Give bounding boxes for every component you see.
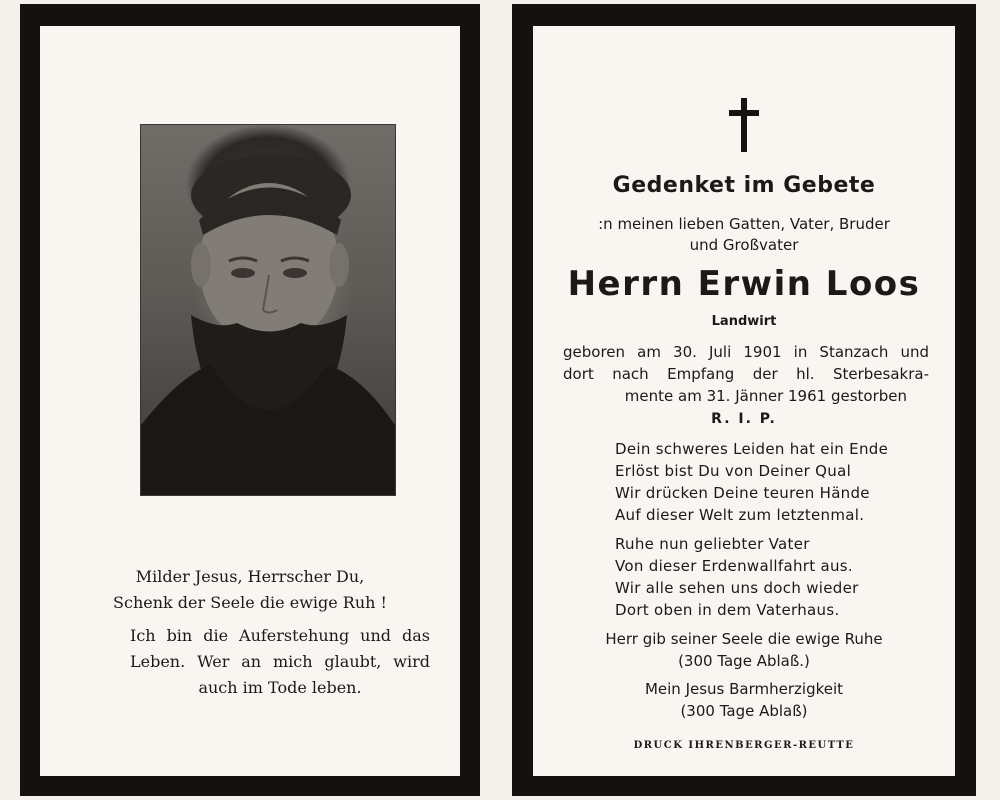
portrait-photo: [140, 124, 396, 496]
rip-text: R. I. P.: [711, 411, 777, 427]
verse-line: Schenk der Seele die ewige Ruh !: [113, 593, 387, 612]
left-verse-bottom: [130, 623, 430, 701]
occupation: Landwirt: [711, 314, 777, 329]
prayer-text: [533, 628, 955, 672]
poem-line: Auf dieser Welt zum letztenmal.: [615, 506, 865, 524]
verse-line: Leben. Wer an mich glaubt, wird: [130, 652, 430, 671]
right-card: [533, 26, 955, 776]
left-card-border: [20, 4, 480, 796]
prayer-line: (300 Tage Ablaß.): [678, 652, 810, 670]
intro-text: [533, 214, 955, 256]
poem-line: Dein schweres Leiden hat ein Ende: [615, 440, 889, 458]
left-card: [40, 26, 460, 776]
verse-line: Milder Jesus, Herrscher Du,: [135, 567, 365, 586]
life-line: mente am 31. Jänner 1961 gestorben: [624, 387, 907, 405]
portrait-illustration: [141, 125, 395, 495]
mercy-line: Mein Jesus Barmherzigkeit: [644, 680, 844, 698]
poem-line: Ruhe nun geliebter Vater: [615, 535, 810, 553]
poem-line: Wir drücken Deine teuren Hände: [615, 484, 870, 502]
intro-line: :n meinen lieben Gatten, Vater, Bruder: [598, 215, 890, 233]
poem-line: Von dieser Erdenwallfahrt aus.: [615, 557, 853, 575]
verse-line: Ich bin die Auferstehung und das: [130, 626, 430, 645]
mercy-text: [533, 678, 955, 722]
mercy-line: (300 Tage Ablaß): [680, 702, 808, 720]
deceased-name: Herrn Erwin Loos: [567, 264, 921, 304]
verse-line: auch im Tode leben.: [198, 678, 362, 697]
printer-credit: DRUCK IHRENBERGER-REUTTE: [633, 740, 855, 751]
poem-line: Erlöst bist Du von Deiner Qual: [615, 462, 852, 480]
intro-line: und Großvater: [689, 236, 799, 254]
poem-line: Dort oben in dem Vaterhaus.: [615, 601, 840, 619]
left-verse-top: [40, 564, 460, 616]
poem-stanza-2: [615, 533, 915, 621]
cross-icon: [729, 98, 759, 152]
right-card-border: [512, 4, 976, 796]
poem-stanza-1: [615, 438, 915, 526]
heading: Gedenket im Gebete: [612, 173, 876, 198]
poem-line: Wir alle sehen uns doch wieder: [615, 579, 859, 597]
life-line: geboren am 30. Juli 1901 in Stanzach und: [563, 343, 929, 361]
life-dates: [563, 341, 929, 407]
life-line: dort nach Empfang der hl. Sterbesakra-: [563, 365, 929, 383]
prayer-line: Herr gib seiner Seele die ewige Ruhe: [605, 630, 883, 648]
